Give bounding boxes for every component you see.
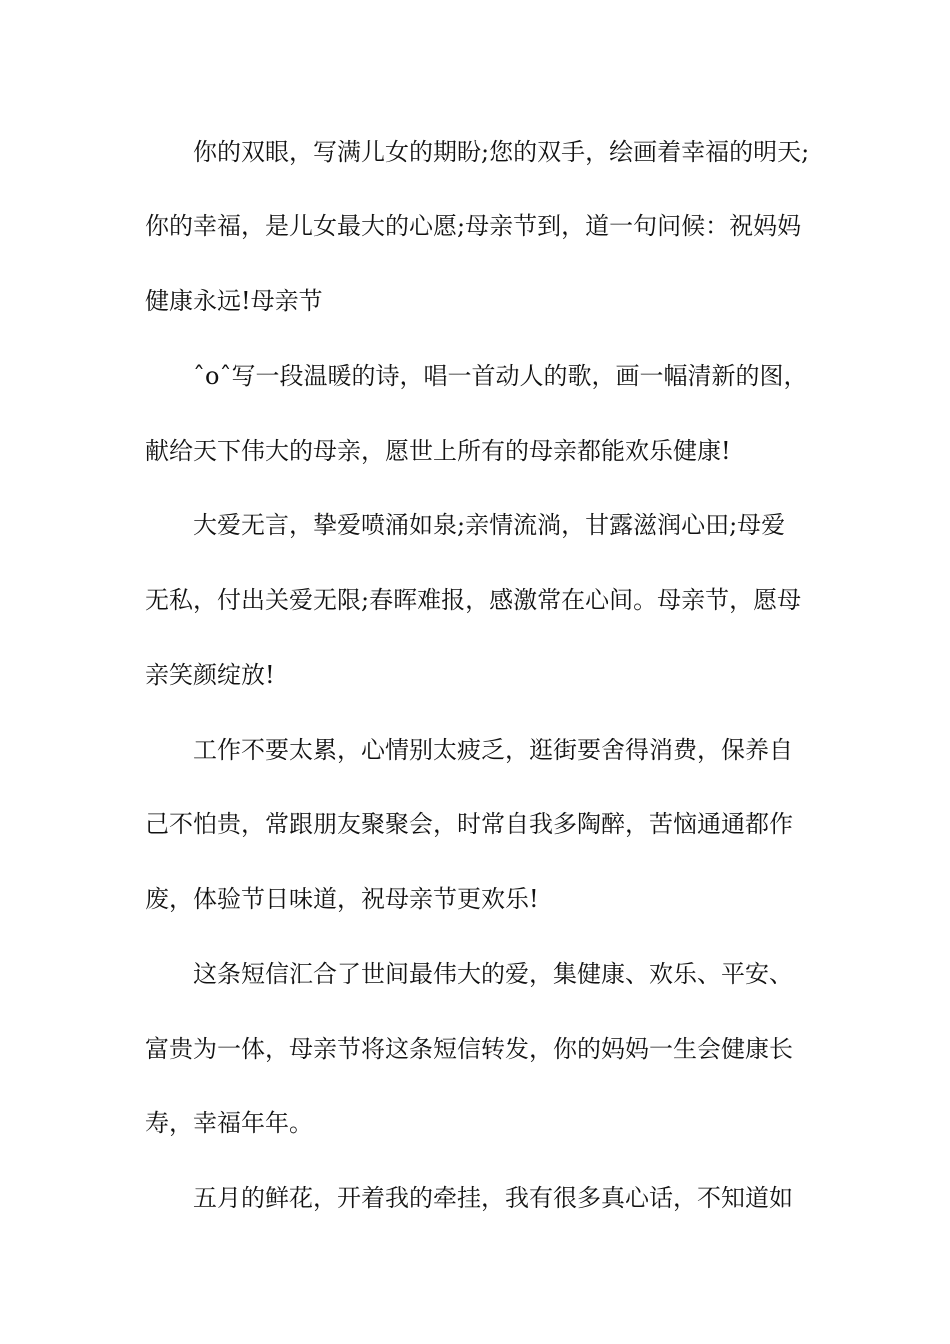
text-line: 你的双眼，写满儿女的期盼;您的双手，绘画着幸福的明天; <box>193 138 810 166</box>
text-line: 你的幸福，是儿女最大的心愿;母亲节到，道一句问候：祝妈妈 <box>145 212 802 240</box>
text-line: 废，体验节日味道，祝母亲节更欢乐! <box>145 885 539 913</box>
text-line: 亲笑颜绽放! <box>145 661 275 689</box>
text-line: 大爱无言，挚爱喷涌如泉;亲情流淌，甘露滋润心田;母爱 <box>193 511 786 539</box>
text-line: 工作不要太累，心情别太疲乏，逛街要舍得消费，保养自 <box>193 736 793 764</box>
text-line: 这条短信汇合了世间最伟大的爱，集健康、欢乐、平安、 <box>193 960 793 988</box>
text-line: 无私，付出关爱无限;春晖难报，感激常在心间。母亲节，愿母 <box>145 586 802 614</box>
text-line: 富贵为一体，母亲节将这条短信转发，你的妈妈一生会健康长 <box>145 1035 793 1063</box>
text-line: ˆoˆ写一段温暖的诗，唱一首动人的歌，画一幅清新的图， <box>193 362 808 390</box>
text-line: 寿，幸福年年。 <box>145 1109 313 1137</box>
text-line: 五月的鲜花，开着我的牵挂，我有很多真心话，不知道如 <box>193 1184 793 1212</box>
text-line: 健康永远!母亲节 <box>145 287 323 315</box>
text-line: 己不怕贵，常跟朋友聚聚会，时常自我多陶醉，苦恼通通都作 <box>145 810 793 838</box>
text-line: 献给天下伟大的母亲，愿世上所有的母亲都能欢乐健康! <box>145 437 731 465</box>
